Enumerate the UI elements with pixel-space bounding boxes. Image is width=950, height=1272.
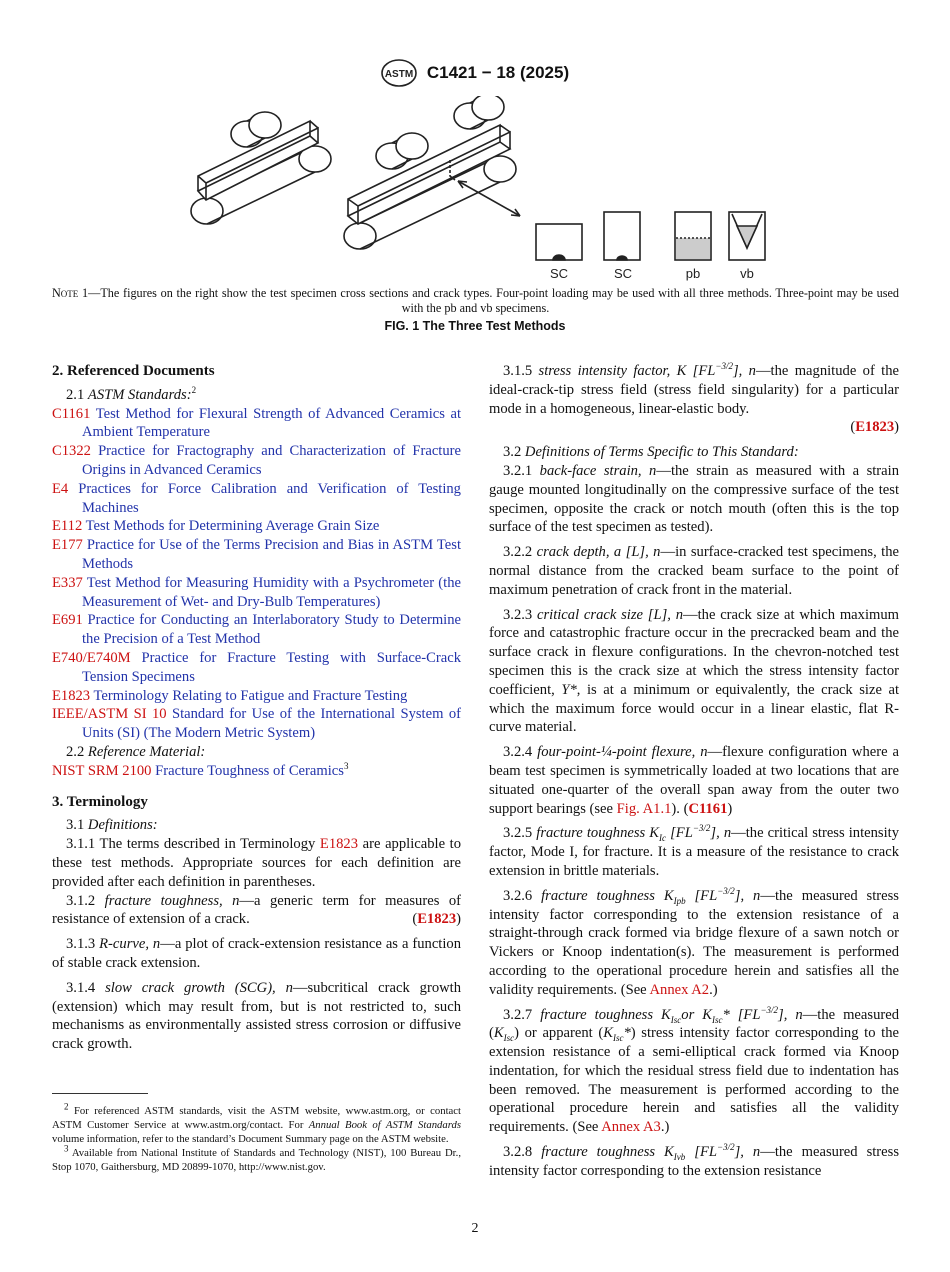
reference-item[interactable]: E337 Test Method for Measuring Humidity with a Psychrometer (the Measurement of Wet- and Dry-Bulb Temperatures)	[52, 574, 461, 610]
label-sc-1: SC	[549, 266, 569, 281]
figure-note: Note 1—The figures on the right show the test specimen cross sections and crack types. Four-point loading may be used with all three methods. Three-point may be used with the pb and vb specimens.	[52, 286, 900, 315]
cross-section-sc-2	[604, 212, 640, 260]
section-2-1-heading: 2.1 ASTM Standards:$^2$	[66, 384, 197, 403]
reference-item[interactable]: E1823 Terminology Relating to Fatigue and Fracture Testing	[52, 687, 408, 704]
three-point-fixture-drawing	[191, 112, 331, 224]
test-methods-figure	[170, 96, 790, 286]
svg-text:ASTM: ASTM	[384, 69, 414, 80]
page-number: 2	[471, 1221, 479, 1236]
document-header	[0, 58, 950, 88]
paragraph-3-1-4: 3.1.4 slow crack growth (SCG), n—subcritical crack growth (extension) which may result from, but is not restricted to, such mechanisms as environmentally assisted stress corrosion or diffusive crack growth.	[52, 979, 462, 1053]
document-code: C1421 − 18 (2025)	[426, 63, 570, 82]
cross-section-vb	[729, 212, 765, 260]
paragraph-3-1-3: 3.1.3 R-curve, n—a plot of crack-extension resistance as a function of stable crack extension.	[52, 936, 462, 971]
right-column: 3.1.5 stress intensity factor, K $[FL^{-3/2}]$, n—the magnitude of the ideal-crack-tip stress field (stress field singularity) for a particular mode in a homogeneous, linear-elastic body. (E1823) 3.2 Definitions of Terms Specific to This Standard: 3.2.1 back-face strain, n—the strain as measured with a strain gauge mounted longitudinally on the compressive surface of the test specimen, opposite the crack or notch mouth (often this is the top surface of the test specimen as tested). 3.2.2 crack depth, a [L], n—in surface-cracked test specimens, the normal distance from the cracked beam surface to the point of maximum penetration of crack front in the material. 3.2.3 critical crack size [L], n—the crack size at which maximum force and catastrophic fracture occur in the precracked beam and the surface crack in flexure configurations. In the chevron-notched test specimen this is the crack size at which the stress intensity factor coefficient, Y*, is at a minimum or equivalently, the crack size at which the maximum force would occur in a linear elastic, flat R-curve material. 3.2.4 four-point-¼-point flexure, n—flexure configuration where a beam test specimen is symmetrically loaded at two locations that are situated one-quarter of the overall span away from the outer two support bearings (see Fig. A1.1). (C1161) 3.2.5 fracture toughness $K_{Ic}$ $[FL^{-3/2}]$, n—the critical stress intensity factor, Mode I, for fracture. It is a measure of the resistance to crack extension in brittle materials. 3.2.6 fracture toughness $K_{Ipb}$ $[FL^{-3/2}]$, n—the measured stress intensity factor corresponding to the extension resistance of a straight-through crack formed via bridge flexure of a sawn notch or Vickers or Knoop indentation(s). The measurement is performed according to the operational procedure herein and satisfies all the validity requirements. (See Annex A2.) 3.2.7 fracture toughness $K_{Isc}or$ $K_{Isc}*$ $[FL^{-3/2}]$, n—the measured $(K_{Isc})$ or apparent $(K_{Isc}*)$ stress intensity factor corresponding to the extension resistance of a semi-elliptical crack formed via Knoop indentation, for which the residual stress field due to indentation has been removed. The measurement is performed according to the operational procedure herein and satisfies all the validity requirements. (See Annex A3.) 3.2.8 fracture toughness $K_{Ivb}$ $[FL^{-3/2}]$, n—the measured stress intensity factor corresponding to the extension resistance	[489, 361, 900, 1179]
paragraph-3-2-4: 3.2.4 four-point-¼-point flexure, n—flexure configuration where a beam test specimen is symmetrically loaded at two locations that are situated one-quarter of the overall span away from the outer two support bearings (see Fig. A1.1). (C1161)	[489, 744, 900, 817]
reference-list	[52, 405, 461, 743]
left-column	[52, 362, 461, 1054]
paragraph-3-2-1: 3.2.1 back-face strain, n—the strain as measured with a strain gauge mounted longitudinally on the compressive surface of the test specimen, opposite the crack or notch mouth (often this is the top surface of the test specimen as tested).	[489, 462, 899, 536]
label-pb: pb	[685, 266, 701, 281]
link-annex-a3[interactable]: Annex A3	[601, 1119, 661, 1136]
footnote-3: $^3$ Available from National Institute of Standards and Technology (NIST), 100 Bureau Dr., Stop 1070, Gaithersburg, MD 20899-1070, http://www.nist.gov.	[52, 1143, 461, 1173]
reference-item[interactable]: C1322 Practice for Fractography and Characterization of Fracture Origins in Advanced Ceramics	[52, 443, 461, 478]
paragraph-3-1-1: 3.1.1 The terms described in Terminology E1823 are applicable to these test methods. Appropriate sources for each definition are provided after each definition in parentheses.	[52, 836, 462, 890]
footnote-divider	[52, 1093, 148, 1094]
paragraph-3-1-5: 3.1.5 stress intensity factor, K $[FL^{-3/2}]$, n—the magnitude of the ideal-crack-tip stress field (stress field singularity) for a particular mode in a homogeneous, linear-elastic body.	[489, 361, 899, 417]
paragraph-3-2-7: 3.2.7 fracture toughness $K_{Isc}or$ $K_{Isc}*$ $[FL^{-3/2}]$, n—the measured $(K_{Isc})$ or apparent $(K_{Isc}*)$ stress intensity factor corresponding to the extension resistance of a semi-elliptical crack formed via Knoop indentation, for which the residual stress field due to indentation has been removed. The measurement is performed according to the operational procedure herein and satisfies all the validity requirements. (See Annex A3.)	[489, 1004, 900, 1136]
footnote-2: $^2$ For referenced ASTM standards, visit the ASTM website, www.astm.org, or contact ASTM Customer Service at www.astm.org/contact. For Annual Book of ASTM Standards volume information, refer to the standard’s Document Summary page on the ASTM website.	[52, 1101, 462, 1145]
paragraph-3-2-8: 3.2.8 fracture toughness $K_{Ivb}$ $[FL^{-3/2}]$, n—the measured stress intensity factor corresponding to the extension resistance	[489, 1142, 900, 1179]
paragraph-3-2-5: 3.2.5 fracture toughness $K_{Ic}$ $[FL^{-3/2}]$, n—the critical stress intensity factor, Mode I, for fracture. It is a measure of the resistance to crack extension in brittle materials.	[489, 823, 899, 879]
cross-section-sc-1	[536, 224, 582, 260]
label-vb: vb	[740, 266, 754, 281]
section-3-2-heading: 3.2 Definitions of Terms Specific to This Standard:	[503, 444, 799, 461]
link-fig-a1-1[interactable]: Fig. A1.1	[616, 800, 672, 817]
paragraph-3-1-2: 3.1.2 fracture toughness, n—a generic term for measures of resistance of extension of a crack. (E1823)	[52, 892, 462, 928]
reference-item[interactable]: E4 Practices for Force Calibration and Verification of Testing Machines	[52, 480, 461, 516]
link-e1823[interactable]: E1823	[417, 911, 457, 928]
reference-item[interactable]: E740/E740M Practice for Fracture Testing with Surface-Crack Tension Specimens	[52, 649, 461, 685]
link-e1823[interactable]: E1823	[855, 419, 895, 436]
paragraph-3-2-3: 3.2.3 critical crack size [L], n—the crack size at which maximum force and catastrophic fracture occur in the precracked beam and the surface crack in flexure configurations. In the chevron-notched test specimen this is the crack size at which the stress intensity factor coefficient, Y*, is at a minimum or equivalently, the crack size at which the maximum force would occur in a linear elastic, flat R-curve material.	[489, 606, 900, 736]
section-2-2-heading: 2.2 Reference Material:	[66, 743, 206, 760]
figure-caption: FIG. 1 The Three Test Methods	[384, 319, 566, 333]
reference-item[interactable]: E177 Practice for Use of the Terms Precision and Bias in ASTM Test Methods	[52, 537, 461, 572]
section-2-heading: 2. Referenced Documents	[52, 363, 215, 379]
link-annex-a2[interactable]: Annex A2	[649, 981, 710, 998]
label-sc-2: SC	[613, 266, 633, 281]
section-3-heading: 3. Terminology	[52, 793, 148, 810]
section-3-1-heading: 3.1 Definitions:	[66, 817, 158, 834]
link-c1161[interactable]: C1161	[688, 800, 728, 817]
reference-item[interactable]: E112 Test Methods for Determining Average Grain Size	[52, 518, 380, 535]
paragraph-3-2-6: 3.2.6 fracture toughness $K_{Ipb}$ $[FL^{-3/2}]$, n—the measured stress intensity factor corresponding to the extension resistance of a straight-through crack formed via bridge flexure of a sawn notch or Vickers or Knoop indentation(s). The measurement is performed according to the operational procedure herein and satisfies all the validity requirements. (See Annex A2.)	[489, 885, 899, 998]
footnotes	[52, 1101, 462, 1174]
paragraph-3-2-2: 3.2.2 crack depth, a [L], n—in surface-cracked test specimens, the normal distance from the cracked beam surface to the point of maximum penetration of crack front in the material.	[489, 544, 899, 598]
reference-item[interactable]: C1161 Test Method for Flexural Strength of Advanced Ceramics at Ambient Temperature	[52, 405, 462, 441]
link-e1823[interactable]: E1823	[319, 836, 359, 853]
nist-reference[interactable]: NIST SRM 2100 Fracture Toughness of Ceramics$^3$	[52, 760, 349, 779]
four-point-fixture-drawing	[344, 96, 520, 249]
cross-section-pb	[675, 212, 711, 260]
reference-item[interactable]: E691 Practice for Conducting an Interlaboratory Study to Determine the Precision of a Test Method	[52, 612, 462, 648]
reference-item[interactable]: IEEE/ASTM SI 10 Standard for Use of the International System of Units (SI) (The Modern Metric System)	[52, 706, 461, 742]
astm-logo	[381, 58, 417, 88]
